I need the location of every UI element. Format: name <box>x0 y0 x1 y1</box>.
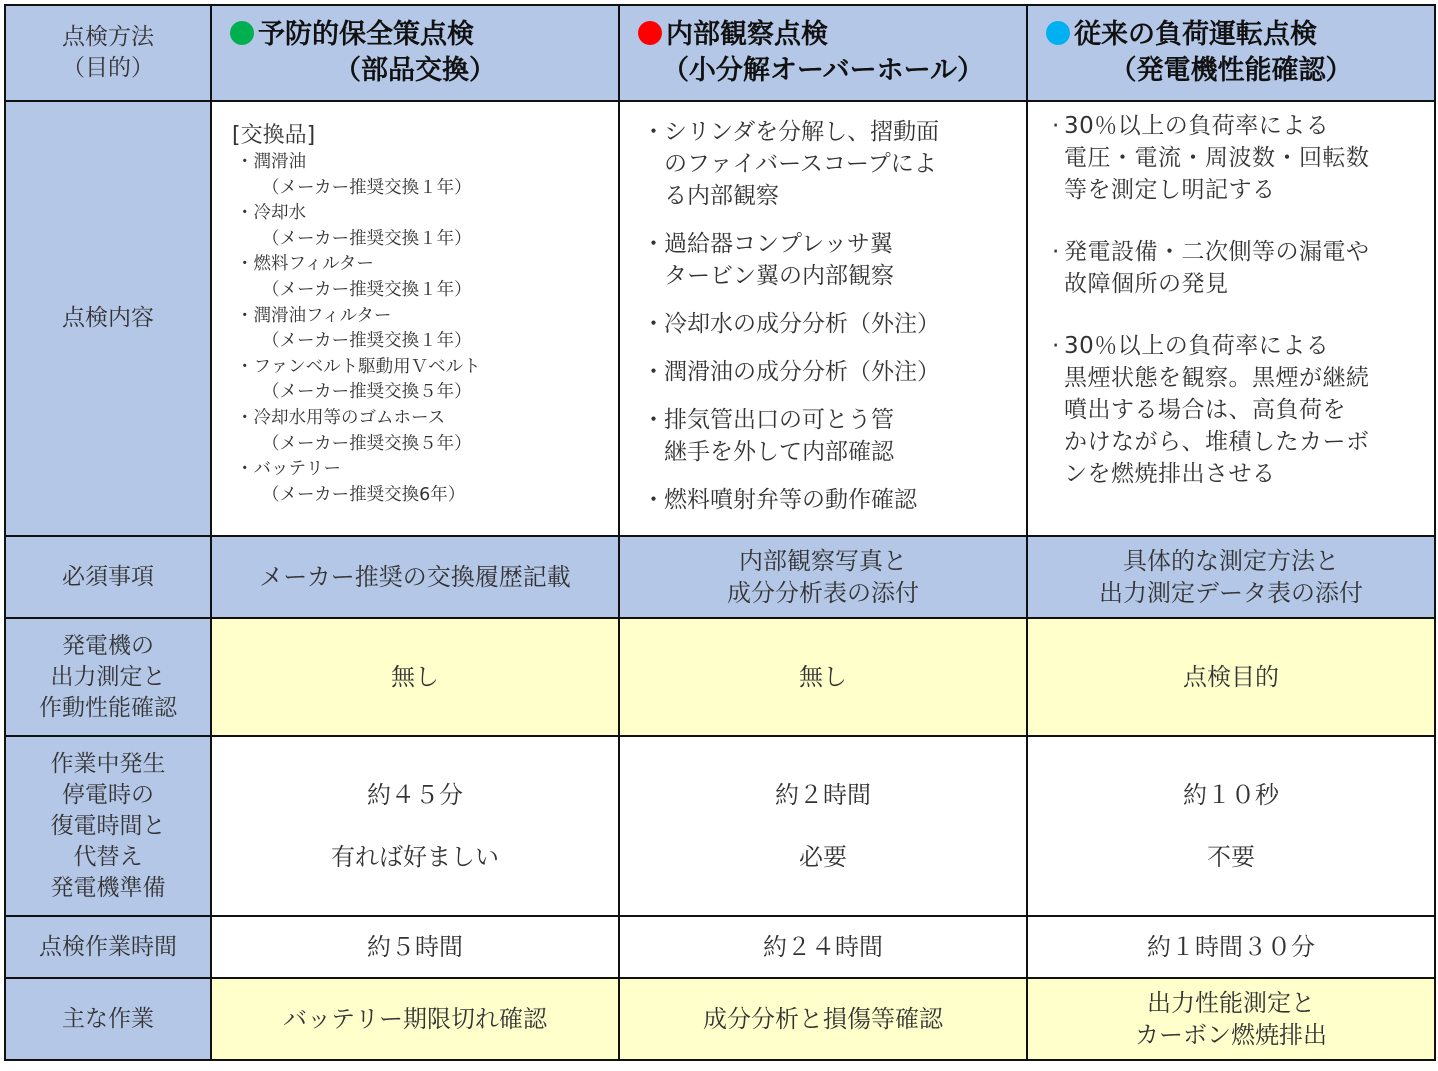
outage-internal <box>619 736 1027 916</box>
internal-inspection-list <box>642 116 1016 516</box>
bullet-icon: ・ <box>642 407 665 433</box>
outage-load <box>1027 736 1435 916</box>
output-load: 点検目的 <box>1027 618 1435 736</box>
inspection-item <box>642 356 1016 388</box>
inspection-item <box>1052 330 1420 490</box>
bullet-icon: · <box>1052 113 1060 139</box>
inspection-item <box>1052 110 1420 206</box>
part-replacement-note: （メーカー推奨交換５年） <box>262 433 472 454</box>
bullet-icon: ・ <box>642 231 665 257</box>
load-inspection-cell <box>1027 101 1435 536</box>
bullet-icon: ・ <box>642 119 665 145</box>
outage-row <box>5 736 1435 916</box>
header-load-title: 従来の負荷運転点検 <box>1074 19 1317 50</box>
row-label-outage: 作業中発生 停電時の 復電時間と 代替え 発電機準備 <box>5 736 211 916</box>
row-label-required: 必須事項 <box>5 536 211 618</box>
inspection-item <box>642 228 1016 292</box>
main-work-internal: 成分分析と損傷等確認 <box>619 978 1027 1060</box>
header-load <box>1027 5 1435 101</box>
main-work-preventive: バッテリー期限切れ確認 <box>211 978 619 1060</box>
inspection-item-text: シリンダを分解し、摺動面 のファイバースコープによ る内部観察 <box>664 119 940 209</box>
main-work-row <box>5 978 1435 1060</box>
duration-load: 約１時間３０分 <box>1027 916 1435 978</box>
green-dot-icon <box>230 21 254 45</box>
header-row <box>5 5 1435 101</box>
bullet-icon: · <box>1052 239 1060 265</box>
inspection-item-text: 排気管出口の可とう管 継手を外して内部確認 <box>664 407 894 465</box>
part-name: ・ファンベルト駆動用Ｖベルト <box>236 356 481 377</box>
inspection-item <box>642 116 1016 212</box>
row-label-content: 点検内容 <box>5 101 211 536</box>
part-replacement-note: （メーカー推奨交換１年） <box>262 279 472 300</box>
duration-row <box>5 916 1435 978</box>
blue-dot-icon <box>1046 21 1070 45</box>
inspection-item <box>642 308 1016 340</box>
required-load: 具体的な測定方法と 出力測定データ表の添付 <box>1027 536 1435 618</box>
outage-preventive-note: 有れば好ましい <box>331 843 499 871</box>
outage-load-time: 約１０秒 <box>1183 781 1279 809</box>
bullet-icon: ・ <box>642 311 665 337</box>
bullet-icon: ・ <box>642 359 665 385</box>
part-name: ・バッテリー <box>236 459 341 480</box>
inspection-item-text: 30％以上の負荷率による 黒煙状態を観察。黒煙が継続 噴出する場合は、高負荷を かけながら、堆積したカーボ ンを燃焼排出させる <box>1064 333 1370 487</box>
parts-list <box>232 150 618 508</box>
part-replacement-note: （メーカー推奨交換6年） <box>262 484 466 505</box>
red-dot-icon <box>638 21 662 45</box>
parts-list-cell <box>211 101 619 536</box>
required-preventive: メーカー推奨の交換履歴記載 <box>211 536 619 618</box>
inspection-item-text: 過給器コンプレッサ翼 タービン翼の内部観察 <box>664 231 894 289</box>
inspection-item <box>642 404 1016 468</box>
row-label-duration: 点検作業時間 <box>5 916 211 978</box>
duration-internal: 約２４時間 <box>619 916 1027 978</box>
inspection-item-text: 発電設備・二次側等の漏電や 故障個所の発見 <box>1064 239 1370 297</box>
row-label-output: 発電機の 出力測定と 作動性能確認 <box>5 618 211 736</box>
header-internal <box>619 5 1027 101</box>
header-preventive-title: 予防的保全策点検 <box>258 19 474 50</box>
output-preventive: 無し <box>211 618 619 736</box>
outage-load-note: 不要 <box>1207 843 1255 871</box>
outage-internal-time: 約２時間 <box>775 781 871 809</box>
part-name: ・潤滑油フィルター <box>236 305 392 326</box>
inspection-item-text: 燃料噴射弁等の動作確認 <box>664 487 917 513</box>
part-replacement-note: （メーカー推奨交換５年） <box>262 382 472 403</box>
inspection-item <box>642 484 1016 516</box>
inspection-item-text: 冷却水の成分分析（外注） <box>664 311 940 337</box>
part-name: ・冷却水 <box>236 203 306 224</box>
part-replacement-note: （メーカー推奨交換１年） <box>262 177 472 198</box>
outage-preventive-time: 約４５分 <box>367 781 463 809</box>
bullet-icon: ・ <box>642 487 665 513</box>
bullet-icon: · <box>1052 333 1060 359</box>
content-row <box>5 101 1435 536</box>
outage-internal-note: 必要 <box>799 843 847 871</box>
row-label-main-work: 主な作業 <box>5 978 211 1060</box>
header-load-sub: （発電機性能確認） <box>1109 55 1353 86</box>
inspection-item <box>1052 236 1420 300</box>
part-name: ・潤滑油 <box>236 152 306 172</box>
header-preventive <box>211 5 619 101</box>
load-inspection-list <box>1052 110 1420 490</box>
outage-preventive <box>211 736 619 916</box>
header-internal-sub: （小分解オーバーホール） <box>661 55 985 86</box>
inspection-item-text: 30％以上の負荷率による 電圧・電流・周波数・回転数 等を測定し明記する <box>1064 113 1370 203</box>
header-preventive-sub: （部品交換） <box>334 55 496 86</box>
part-replacement-note: （メーカー推奨交換１年） <box>262 331 472 352</box>
required-row <box>5 536 1435 618</box>
duration-preventive: 約５時間 <box>211 916 619 978</box>
internal-inspection-cell <box>619 101 1027 536</box>
output-row <box>5 618 1435 736</box>
parts-list-title: [交換品] <box>232 123 316 148</box>
main-work-load: 出力性能測定と カーボン燃焼排出 <box>1027 978 1435 1060</box>
header-internal-title: 内部観察点検 <box>666 19 828 50</box>
row-label-method: 点検方法 （目的） <box>5 5 211 101</box>
part-name: ・燃料フィルター <box>236 254 374 275</box>
output-internal: 無し <box>619 618 1027 736</box>
required-internal: 内部観察写真と 成分分析表の添付 <box>619 536 1027 618</box>
inspection-item-text: 潤滑油の成分分析（外注） <box>664 359 940 385</box>
inspection-comparison-table <box>4 4 1436 1061</box>
part-name: ・冷却水用等のゴムホース <box>236 407 446 428</box>
part-replacement-note: （メーカー推奨交換１年） <box>262 228 472 249</box>
